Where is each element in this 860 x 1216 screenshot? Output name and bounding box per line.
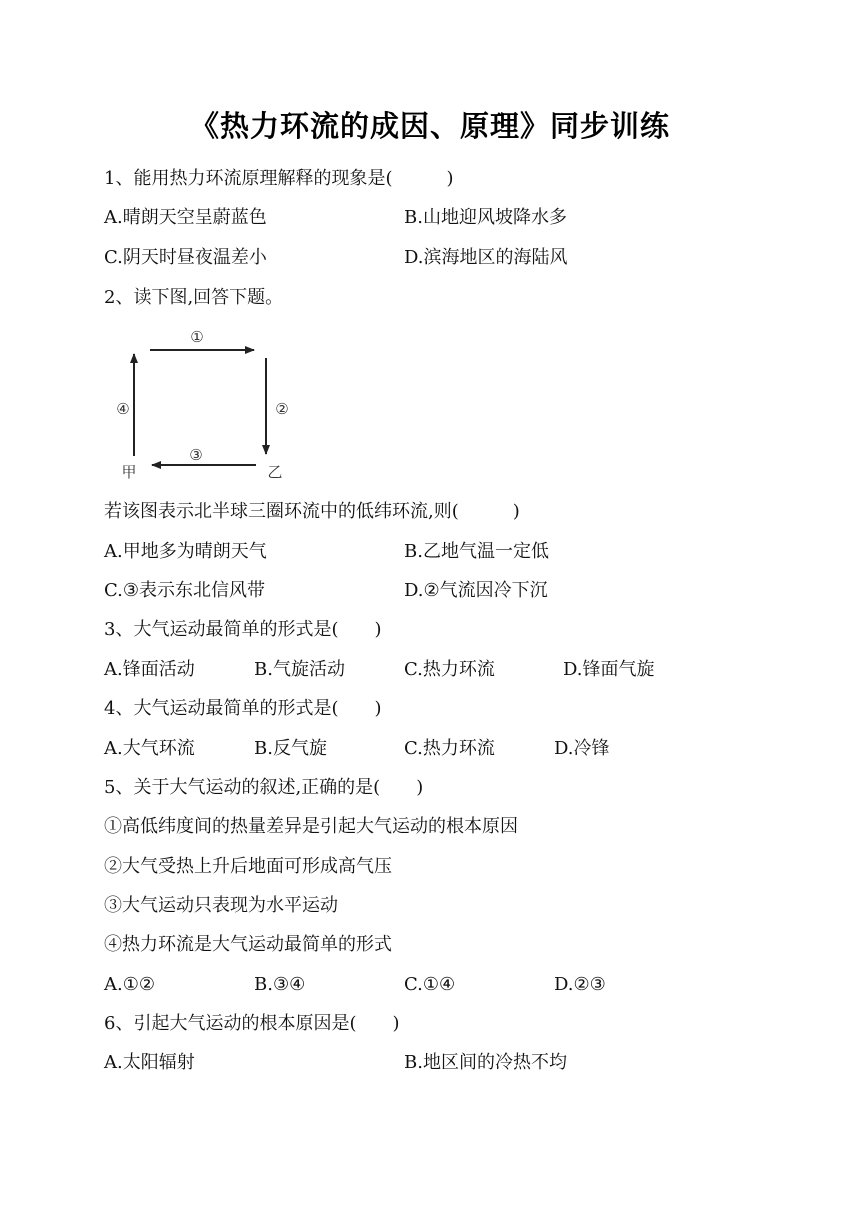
q6-option-b: B.地区间的冷热不均 bbox=[404, 1052, 567, 1073]
q4-option-a: A.大气环流 bbox=[104, 738, 195, 759]
question-4-stem: 4、大气运动最简单的形式是( ) bbox=[104, 698, 382, 719]
q5-statement-1: ①高低纬度间的热量差异是引起大气运动的根本原因 bbox=[104, 816, 518, 837]
question-5-stem: 5、关于大气运动的叙述,正确的是( ) bbox=[104, 777, 424, 798]
circulation-diagram bbox=[104, 322, 304, 484]
q5-statement-2: ②大气受热上升后地面可形成高气压 bbox=[104, 856, 392, 877]
question-1-stem: 1、能用热力环流原理解释的现象是( ) bbox=[104, 168, 454, 189]
q1-option-a: A.晴朗天空呈蔚蓝色 bbox=[104, 207, 267, 228]
q1-option-d: D.滨海地区的海陆风 bbox=[404, 247, 568, 268]
label-jia: 甲 bbox=[121, 463, 137, 481]
label-arrow-2: ② bbox=[275, 400, 289, 418]
label-yi: 乙 bbox=[267, 463, 283, 481]
q5-statement-4: ④热力环流是大气运动最简单的形式 bbox=[104, 934, 392, 955]
label-arrow-4: ④ bbox=[116, 400, 130, 418]
question-2-text: 若该图表示北半球三圈环流中的低纬环流,则( ) bbox=[104, 501, 520, 522]
q3-option-c: C.热力环流 bbox=[404, 659, 495, 680]
q2-option-a: A.甲地多为晴朗天气 bbox=[104, 541, 267, 562]
q3-option-a: A.锋面活动 bbox=[104, 659, 195, 680]
q5-option-a: A.①② bbox=[104, 974, 155, 995]
q3-option-d: D.锋面气旋 bbox=[563, 659, 655, 680]
q6-option-a: A.太阳辐射 bbox=[104, 1052, 195, 1073]
question-2-stem: 2、读下图,回答下题。 bbox=[104, 287, 284, 308]
label-arrow-1: ① bbox=[190, 328, 204, 346]
question-6-stem: 6、引起大气运动的根本原因是( ) bbox=[104, 1013, 400, 1034]
q1-option-c: C.阴天时昼夜温差小 bbox=[104, 247, 267, 268]
q2-option-b: B.乙地气温一定低 bbox=[404, 541, 549, 562]
q4-option-b: B.反气旋 bbox=[254, 738, 327, 759]
q5-statement-3: ③大气运动只表现为水平运动 bbox=[104, 895, 338, 916]
q3-option-b: B.气旋活动 bbox=[254, 659, 345, 680]
q1-option-b: B.山地迎风坡降水多 bbox=[404, 207, 567, 228]
q2-option-d: D.②气流因冷下沉 bbox=[404, 580, 548, 601]
q4-option-c: C.热力环流 bbox=[404, 738, 495, 759]
q5-option-d: D.②③ bbox=[554, 974, 606, 995]
page-title: 《热力环流的成因、原理》同步训练 bbox=[189, 109, 670, 143]
q5-option-b: B.③④ bbox=[254, 974, 306, 995]
q4-option-d: D.冷锋 bbox=[554, 738, 610, 759]
label-arrow-3: ③ bbox=[189, 446, 203, 464]
q5-option-c: C.①④ bbox=[404, 974, 456, 995]
q2-option-c: C.③表示东北信风带 bbox=[104, 580, 265, 601]
question-3-stem: 3、大气运动最简单的形式是( ) bbox=[104, 619, 382, 640]
